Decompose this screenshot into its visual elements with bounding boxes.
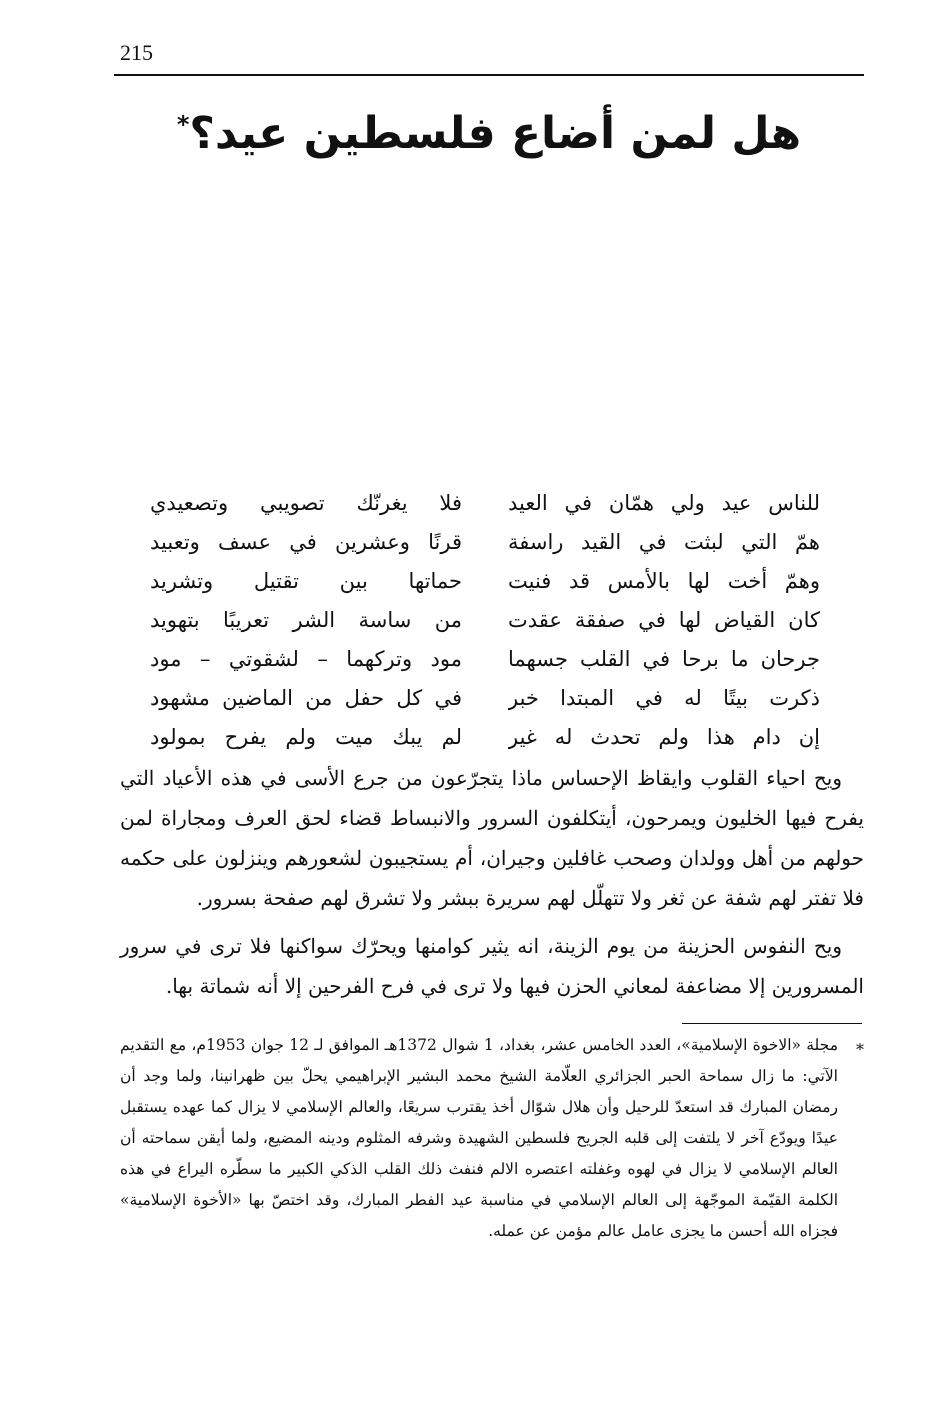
poem [150, 484, 820, 757]
header-rule [114, 74, 864, 76]
page-number: 215 [120, 40, 153, 65]
footnote-marker: * [856, 1040, 864, 1059]
poem-first-hemistich: جرحان ما برحا في القلب جسهما [508, 647, 820, 671]
poem-second-hemistich: لم يبك ميت ولم يفرح بمولود [150, 725, 462, 749]
footnote-text: مجلة «الاخوة الإسلامية»، العدد الخامس عشر، بغداد، 1 شوال 1372هـ الموافق لـ 12 جوان 1953م، مع التقديم الآتي: ما زال سماحة الحبر الجزائري العلّامة الشيخ محمد البشير الإبراهيمي يحلّ بين ظهرانينا، ولما وجد أن رمضان المبارك قد استعدّ للرحيل وأن هلال شوّال أخذ يقترب سريعًا، والعالم الإسلامي لا يزال كما عهده يستقبل عيدًا ويودّع آخر لا يلتفت إلى قلبه الجريح فلسطين الشهيدة وشرفه المثلوم ودينه المضيع، ولما أيقن سماحته أن العالم الإسلامي لا يزال في لهوه وغفلته اعتصره الالم فنفث ذلك القلب الذكي الكبير ما سطّره اليراع في هذه الكلمة القيّمة الموجّهة إلى العالم الإسلامي في مناسبة عيد الفطر المبارك، وقد اختصّ بها «الأخوة الإسلامية» فجزاه الله أحسن ما يجزى عامل عالم مؤمن عن عمله. [120, 1036, 838, 1240]
poem-verse [150, 640, 820, 679]
poem-second-hemistich: من ساسة الشر تعريبًا بتهويد [150, 608, 462, 632]
poem-verse [150, 601, 820, 640]
body-paragraph [120, 758, 864, 918]
poem-second-hemistich: حماتها بين تقتيل وتشريد [150, 569, 462, 593]
poem-verse [150, 523, 820, 562]
footnote-rule [682, 1023, 862, 1024]
page-title [114, 108, 864, 159]
poem-second-hemistich: في كل حفل من الماضين مشهود [150, 686, 462, 710]
body-paragraph-text: ويح احياء القلوب وايقاظ الإحساس ماذا يتجرّعون من جرع الأسى في هذه الأعياد التي يفرح فيها الخليون ويمرحون، أيتكلفون السرور والانبساط قضاء لحق العرف ومجاراة لمن حولهم من أهل وولدان وصحب غافلين وجيران، أم يستجيبون لشعورهم وينزلون على حكمه فلا تفتر لهم شفة عن ثغر ولا تتهلّل لهم سريرة ببشر ولا تشرق لهم صفحة بسرور. [120, 766, 864, 910]
poem-first-hemistich: ذكرت بيتًا له في المبتدا خبر [508, 686, 820, 710]
poem-first-hemistich: كان القياض لها في صفقة عقدت [508, 608, 820, 632]
poem-first-hemistich: للناس عيد ولي همّان في العيد [508, 491, 820, 515]
poem-verse [150, 562, 820, 601]
body-paragraph [120, 926, 864, 1006]
title-text: هل لمن أضاع فلسطين عيد؟ [189, 108, 802, 159]
poem-second-hemistich: فلا يغرنّك تصويبي وتصعيدي [150, 491, 462, 515]
poem-verse [150, 484, 820, 523]
poem-verse [150, 679, 820, 718]
poem-first-hemistich: إن دام هذا ولم تحدث له غير [508, 725, 820, 749]
title-footnote-marker: * [176, 110, 190, 139]
poem-second-hemistich: مود وتركهما – لشقوتي – مود [150, 647, 462, 671]
poem-first-hemistich: وهمّ أخت لها بالأمس قد فنيت [508, 569, 820, 593]
poem-first-hemistich: همّ التي لبثت في القيد راسفة [508, 530, 820, 554]
body-paragraph-text: ويح النفوس الحزينة من يوم الزينة، انه يثير كوامنها ويحرّك سواكنها فلا ترى في سرور المسرورين إلا مضاعفة لمعاني الحزن فيها ولا ترى في فرح الفرحين إلا أنه شماتة بها. [120, 934, 864, 998]
poem-verse [150, 718, 820, 757]
footnote [120, 1030, 864, 1247]
poem-second-hemistich: قرنًا وعشرين في عسف وتعبيد [150, 530, 462, 554]
